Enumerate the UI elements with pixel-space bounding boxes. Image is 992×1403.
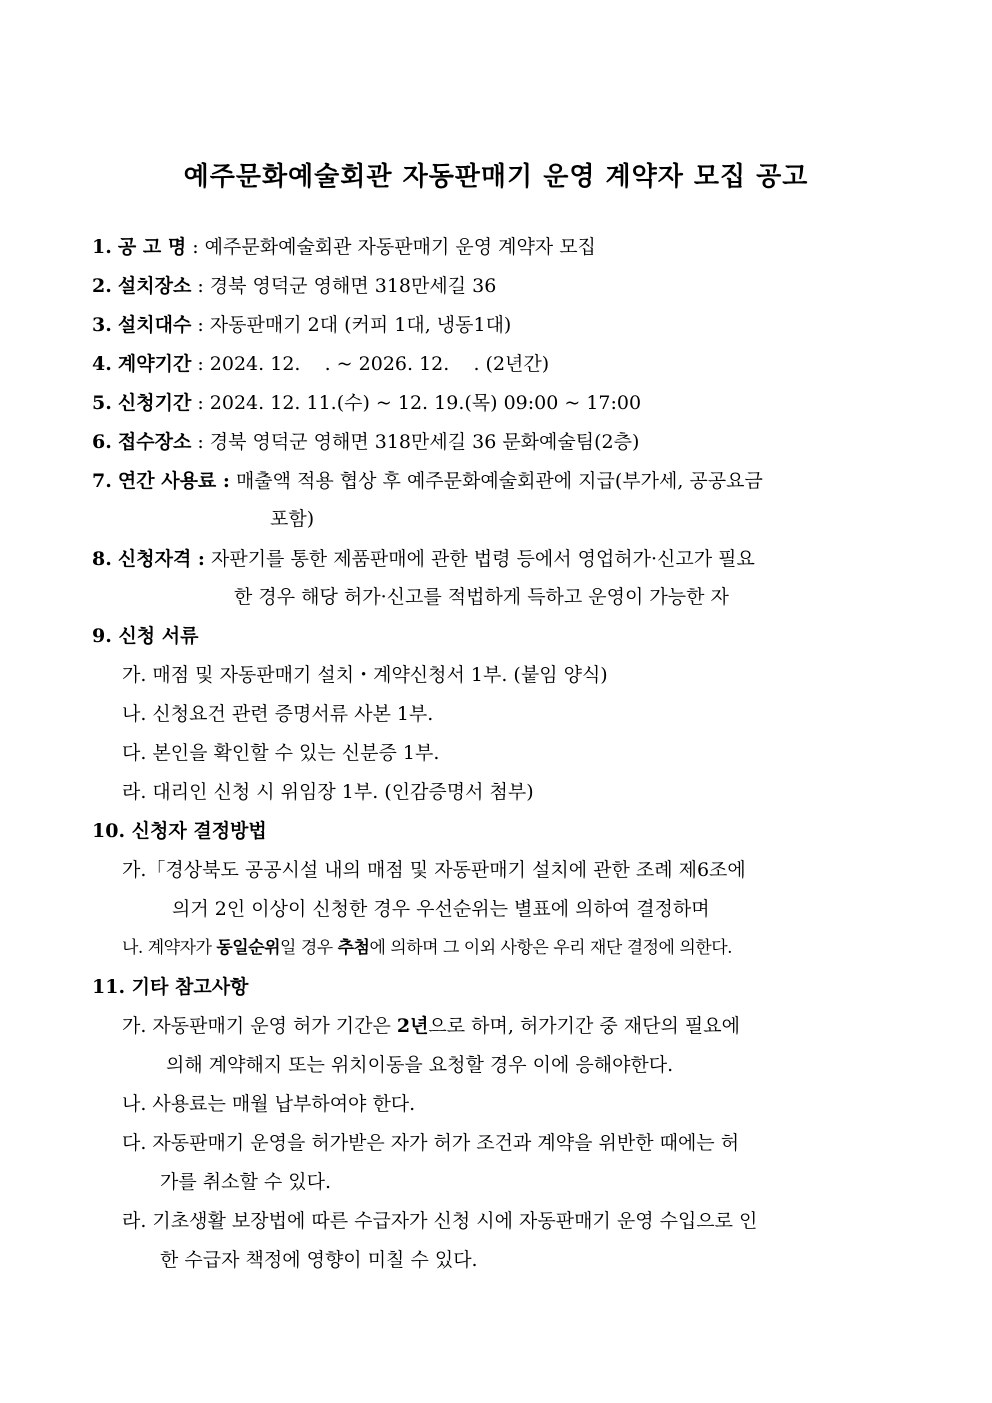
item-label: 계약기간 [117, 353, 192, 375]
item-8-continuation: 한 경우 해당 허가·신고를 적법하게 득하고 운영이 가능한 자 [234, 586, 729, 608]
section-9-row-d: 라. 대리인 신청 시 위임장 1부. (인감증명서 첨부) [122, 781, 534, 803]
section-11-row-b: 나. 사용료는 매월 납부하여야 한다. [122, 1093, 416, 1115]
section-10-row-a-continuation: 의거 2인 이상이 신청한 경우 우선순위는 별표에 의하여 결정하며 [172, 898, 710, 920]
item-value: 경북 영덕군 영해면 318만세길 36 문화예술팀(2층) [209, 431, 640, 453]
section-11-row-a [122, 1013, 740, 1039]
item-number: 7. [92, 470, 112, 492]
row-text: 나. 계약자가 [122, 938, 217, 958]
item-6 [92, 429, 639, 455]
section-11-row-d-continuation: 한 수급자 책정에 영향이 미칠 수 있다. [160, 1249, 478, 1271]
item-value: 자판기를 통한 제품판매에 관한 법령 등에서 영업허가·신고가 필요 [210, 548, 755, 570]
item-label: 연간 사용료 : [117, 470, 230, 492]
item-number: 5. [92, 392, 112, 414]
item-label: 접수장소 [117, 431, 192, 453]
section-10-row-a: 가.「경상북도 공공시설 내의 매점 및 자동판매기 설치에 관한 조례 제6조에 [122, 859, 746, 881]
item-number: 3. [92, 314, 112, 336]
section-9-row-b: 나. 신청요건 관련 증명서류 사본 1부. [122, 703, 434, 725]
item-value: 자동판매기 2대 (커피 1대, 냉동1대) [209, 314, 512, 336]
item-number: 2. [92, 275, 112, 297]
item-value: 매출액 적용 협상 후 예주문화예술회관에 지급(부가세, 공공요금 [235, 470, 763, 492]
item-label: 설치대수 [117, 314, 192, 336]
row-text: 가. 자동판매기 운영 허가 기간은 [122, 1015, 397, 1037]
item-number: 4. [92, 353, 112, 375]
section-11-row-d: 라. 기초생활 보장법에 따른 수급자가 신청 시에 자동판매기 운영 수입으로 인 [122, 1210, 758, 1232]
emphasis-two-years: 2년 [396, 1015, 429, 1037]
emphasis-same-rank: 동일순위 [216, 938, 281, 958]
item-number: 1. [92, 236, 112, 258]
item-4 [92, 351, 549, 377]
section-10-row-b [122, 935, 732, 961]
item-5 [92, 390, 641, 416]
item-separator: : [191, 431, 210, 453]
item-separator: : [191, 353, 210, 375]
item-value: 2024. 12. . ~ 2026. 12. . (2년간) [209, 353, 550, 375]
item-2 [92, 273, 496, 299]
item-label: 신청자격 : [117, 548, 205, 570]
item-label: 공 고 명 [117, 236, 187, 258]
item-label: 설치장소 [117, 275, 192, 297]
item-separator: : [186, 236, 205, 258]
section-11-row-c-continuation: 가를 취소할 수 있다. [160, 1171, 331, 1193]
item-8 [92, 546, 755, 572]
item-label: 신청기간 [117, 392, 192, 414]
row-text: 일 경우 [280, 938, 338, 958]
section-9-row-a: 가. 매점 및 자동판매기 설치・계약신청서 1부. (붙임 양식) [122, 664, 608, 686]
section-11-row-a-continuation: 의해 계약해지 또는 위치이동을 요청할 경우 이에 응해야한다. [166, 1054, 674, 1076]
item-number: 6. [92, 431, 112, 453]
item-value: 예주문화예술회관 자동판매기 운영 계약자 모집 [204, 236, 596, 258]
item-number: 8. [92, 548, 112, 570]
item-separator: : [191, 314, 210, 336]
section-9-row-c: 다. 본인을 확인할 수 있는 신분증 1부. [122, 742, 440, 764]
section-11-heading: 11. 기타 참고사항 [92, 976, 249, 998]
item-value: 경북 영덕군 영해면 318만세길 36 [209, 275, 497, 297]
item-3 [92, 312, 511, 338]
item-7-continuation: 포함) [270, 508, 315, 530]
emphasis-lottery: 추첨 [337, 938, 370, 958]
item-1 [92, 234, 596, 260]
row-text: 으로 하며, 허가기간 중 재단의 필요에 [428, 1015, 740, 1037]
section-10-heading: 10. 신청자 결정방법 [92, 820, 267, 842]
item-7 [92, 468, 763, 494]
item-separator: : [191, 392, 210, 414]
item-separator: : [191, 275, 210, 297]
page-title: 예주문화예술회관 자동판매기 운영 계약자 모집 공고 [183, 162, 809, 192]
item-value: 2024. 12. 11.(수) ~ 12. 19.(목) 09:00 ~ 17:00 [209, 392, 642, 414]
section-9-heading: 9. 신청 서류 [92, 625, 199, 647]
row-text: 에 의하며 그 이외 사항은 우리 재단 결정에 의한다. [369, 938, 733, 958]
section-11-row-c: 다. 자동판매기 운영을 허가받은 자가 허가 조건과 계약을 위반한 때에는 허 [122, 1132, 740, 1154]
